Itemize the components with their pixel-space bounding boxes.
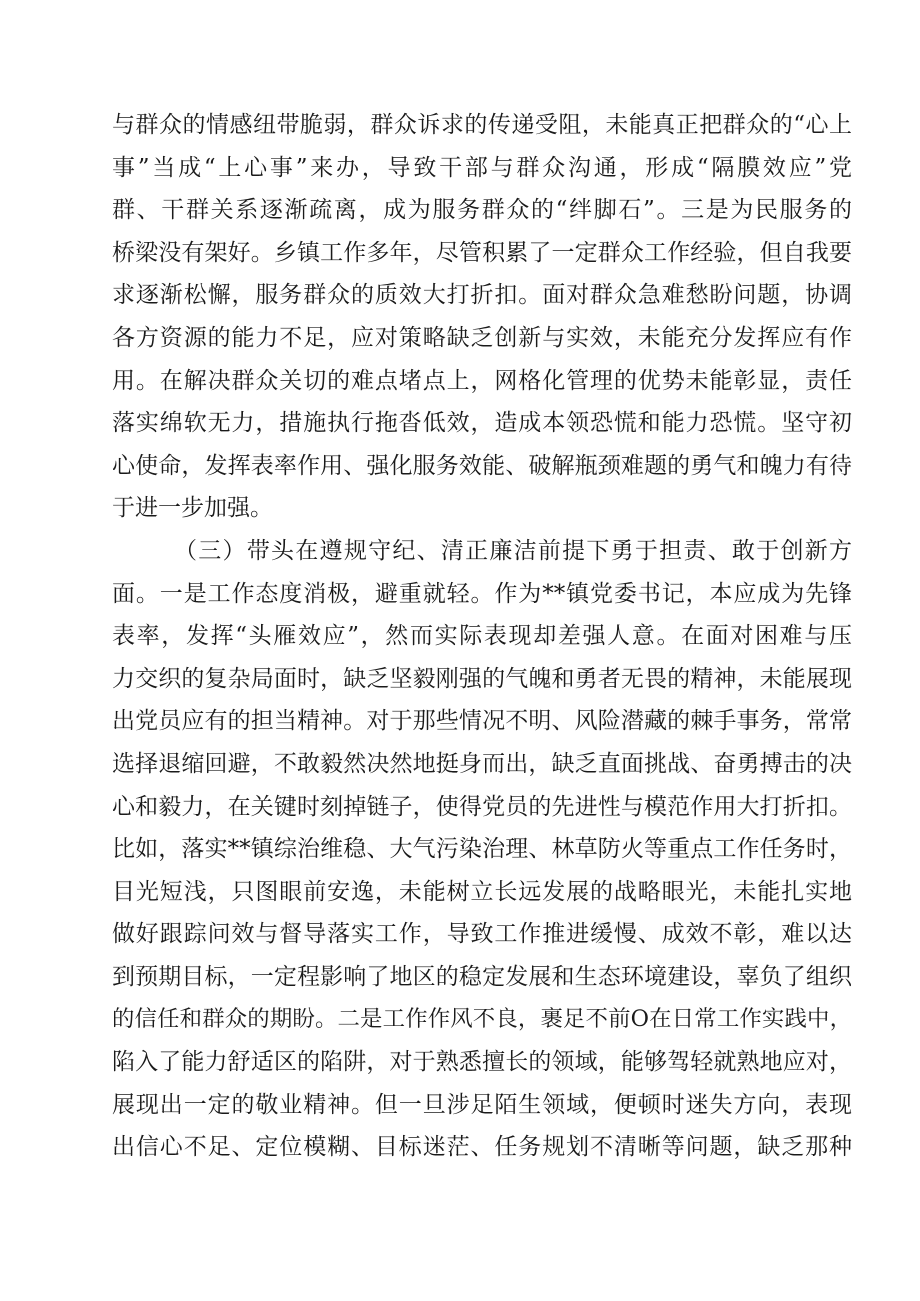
text-line: 表率，发挥“头雁效应”，然而实际表现却差强人意。在面对困难与压 <box>112 623 852 650</box>
text-line: 力交织的复杂局面时，缺乏坚毅刚强的气魄和勇者无畏的精神，未能展现 <box>112 665 852 692</box>
text-line: 比如，落实**镇综治维稳、大气污染治理、林草防火等重点工作任务时， <box>112 836 852 863</box>
text-line: 各方资源的能力不足，应对策略缺乏创新与实效，未能充分发挥应有作 <box>112 324 852 351</box>
text-line: 与群众的情感纽带脆弱，群众诉求的传递受阻，未能真正把群众的“心上 <box>112 112 852 138</box>
text-line: 于进一步加强。 <box>112 495 273 522</box>
text-line: 的信任和群众的期盼。二是工作作风不良，裹足不前O在日常工作实践中， <box>112 1006 852 1033</box>
section-heading-line: （三）带头在遵规守纪、清正廉洁前提下勇于担责、敢于创新方 <box>174 537 852 564</box>
text-line: 选择退缩回避，不敢毅然决然地挺身而出，缺乏直面挑战、奋勇搏击的决 <box>112 750 852 777</box>
text-line: 陷入了能力舒适区的陷阱，对于熟悉擅长的领域，能够驾轻就熟地应对， <box>112 1049 852 1076</box>
text-line: 心和毅力，在关键时刻掉链子，使得党员的先进性与模范作用大打折扣。 <box>112 793 852 820</box>
text-line: 面。一是工作态度消极，避重就轻。作为**镇党委书记，本应成为先锋 <box>112 580 852 607</box>
text-line: 事”当成“上心事”来办，导致干部与群众沟通，形成“隔膜效应”党 <box>112 154 852 181</box>
text-line: 求逐渐松懈，服务群众的质效大打折扣。面对群众急难愁盼问题，协调 <box>112 282 852 309</box>
text-line: 做好跟踪问效与督导落实工作，导致工作推进缓慢、成效不彰，难以达 <box>112 921 852 948</box>
text-line: 出信心不足、定位模糊、目标迷茫、任务规划不清晰等问题，缺乏那种 <box>112 1134 852 1161</box>
text-line: 到预期目标，一定程影响了地区的稳定发展和生态环境建设，辜负了组织 <box>112 963 852 990</box>
text-line: 群、干群关系逐渐疏离，成为服务群众的“绊脚石”。三是为民服务的 <box>112 197 852 224</box>
text-line: 展现出一定的敬业精神。但一旦涉足陌生领域，便顿时迷失方向，表现 <box>112 1091 852 1118</box>
text-line: 桥梁没有架好。乡镇工作多年，尽管积累了一定群众工作经验，但自我要 <box>112 239 852 266</box>
text-line: 出党员应有的担当精神。对于那些情况不明、风险潜藏的棘手事务，常常 <box>112 708 852 735</box>
text-line: 落实绵软无力，措施执行拖沓低效，造成本领恐慌和能力恐慌。坚守初 <box>112 410 852 437</box>
text-line: 心使命，发挥表率作用、强化服务效能、破解瓶颈难题的勇气和魄力有待 <box>112 452 852 479</box>
text-line: 用。在解决群众关切的难点堵点上，网格化管理的优势未能彰显，责任 <box>112 367 852 394</box>
body-text <box>112 104 852 1169</box>
text-line: 目光短浅，只图眼前安逸，未能树立长远发展的战略眼光，未能扎实地 <box>112 878 852 905</box>
